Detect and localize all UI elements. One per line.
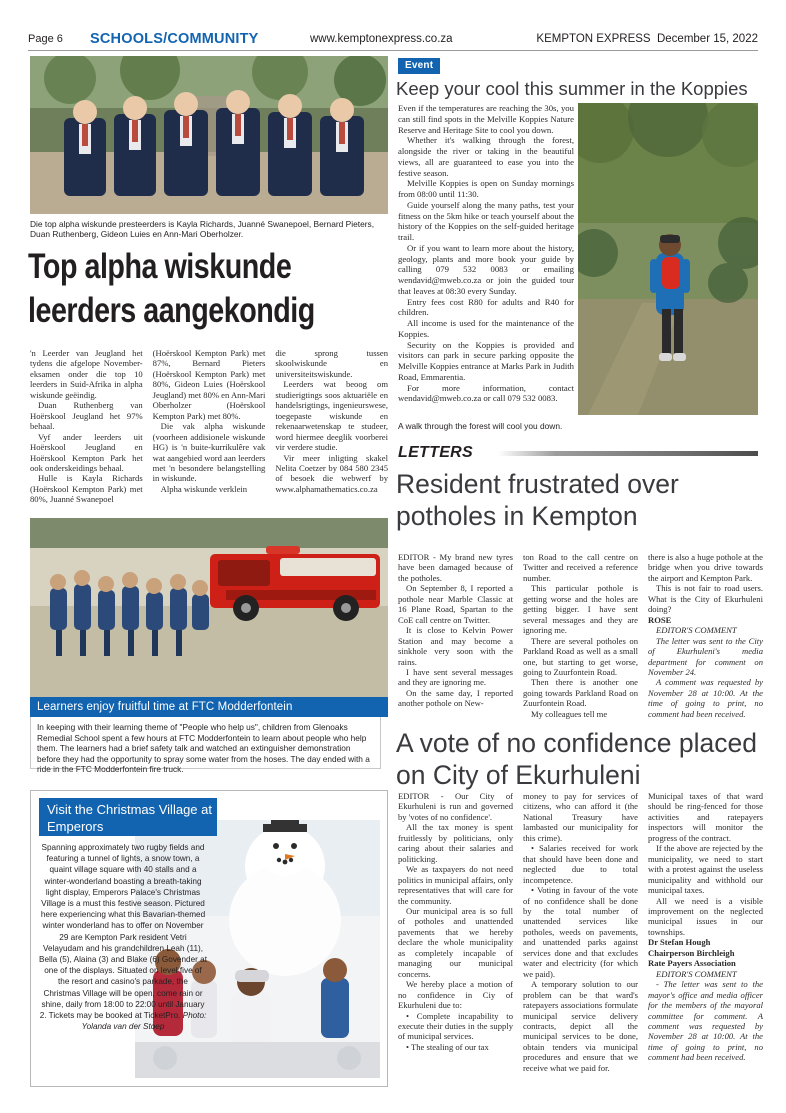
letters-label: LETTERS xyxy=(398,444,473,461)
column-1 xyxy=(398,552,513,719)
headline-alpha-maths: Top alpha wiskunde leerders aangekondig xyxy=(28,247,315,330)
paragraph: there is also a huge pothole at the bridge when you drive towards the airport and Kempton Park. xyxy=(648,552,763,583)
masthead xyxy=(28,26,758,52)
paragraph: On the same day, I reported another pothole on New- xyxy=(398,687,513,709)
editor-comment-title: EDITOR'S COMMENT xyxy=(656,625,737,636)
publication-date: December 15, 2022 xyxy=(656,33,758,45)
paragraph: Vir meer inligting skakel Nelita Coetzer by 084 580 2345 of besoek die webwerf by www.alphamathematics.co.za xyxy=(275,452,389,494)
paragraph: • Voting in favour of the vote of no confidence shall be done by the total number of unattended services like potholes, weeds on pavements, and unattended parks against services done and that excludes water and electricity (for which we paid). xyxy=(523,885,638,979)
paragraph: A temporary solution to our problem can be that ward's ratepayers associations formulate municipal service delivery contracts, depict all the municipal services to be done, obtain tenders via municipal procedures and ensure that we receive what we paid for. xyxy=(523,979,638,1073)
editor-comment-paragraph: A comment was requested by November 28 at 10:00. At the time of going to print, no comment had been received. xyxy=(648,677,763,719)
body-event xyxy=(398,103,574,404)
paragraph: ton Road to the call centre on Twitter and received a reference number. xyxy=(523,552,638,583)
paragraph: Leerders wat beoog om studierigtings soos aktuariële en handelsrigtings, ingenieurswese, toegepaste wiskunde en rekenaarwetenskap te studeer, word hiermee deeglik voorberei vir verdere studie. xyxy=(275,379,389,453)
photo-alpha-maths-achievers xyxy=(30,56,388,214)
column-2 xyxy=(153,348,266,505)
photo-caption-alpha-maths: Die top alpha wiskunde presteerders is Kayla Richards, Juanné Swanepoel, Bernard Pieters, Duan Ruthenberg, Gideon Luies en Ann-Mari Oberholzer. xyxy=(30,219,375,240)
paragraph: We as taxpayers do not need politics in municipal affairs, only representatives that will care for the community. xyxy=(398,864,513,906)
paragraph: There are several potholes on Parkland Road as well as a small one, but starting to get worse, going to Zuurfontein Road. xyxy=(523,635,638,677)
editor-comment-title: EDITOR'S COMMENT xyxy=(656,968,737,979)
paragraph: die sprong tussen skoolwiskunde en universiteitswiskunde. xyxy=(275,348,389,379)
letter-signature-line: Rate Payers Association xyxy=(648,958,736,969)
column-3 xyxy=(648,552,763,719)
masthead-right xyxy=(536,33,758,45)
caption-body-ftc: In keeping with their learning theme of "People who help us", children from Glenoaks Remedial School spent a few hours at FTC Modderfontein to learn about people who help them. The learners had a brief safety talk and watched an extinguisher demonstration before they had the opportunity to spray some water from the hoses. The day ended with a ride in the FTC Modderfontein fire truck. xyxy=(30,717,381,769)
christmas-village-text xyxy=(39,842,207,1032)
letter-signature: ROSE xyxy=(648,614,672,625)
section-title: SCHOOLS/COMMUNITY xyxy=(90,31,259,47)
body-alpha-maths xyxy=(30,348,388,505)
photo-ftc-artwork xyxy=(30,518,388,698)
paragraph: Even if the temperatures are reaching the 30s, you can still find spots in the Melville Koppies Nature Reserve and Heritage Site to cool you down. xyxy=(398,103,574,135)
column-2 xyxy=(523,552,638,719)
paragraph: Die vak alpha wiskunde (voorheen addisionele wiskunde HG) is 'n buite-kurrikulêre vak wat aangebied word aan leerders met 'n besondere belangstelling in wiskunde. xyxy=(152,421,266,484)
paragraph: All income is used for the maintenance of the Koppies. xyxy=(398,318,574,339)
editor-comment-paragraph: The letter was sent to the City of Ekurhuleni's media department for comment on November 24. xyxy=(648,635,763,677)
column-3 xyxy=(275,348,388,505)
column-3 xyxy=(648,791,763,1073)
paragraph: This particular pothole is getting worse and the holes are getting bigger. I have sent several messages and they are ignoring me. xyxy=(523,583,638,636)
paragraph: Our municipal area is so full of potholes and unattended pavements that we hereby declare the whole municipality as completely incapable of managing our municipal concerns. xyxy=(398,905,513,979)
letters-rule xyxy=(498,451,758,456)
paragraph: If the above are rejected by the municipality, we need to start with a protest against the useless municipality and withhold our municipal taxes. xyxy=(648,843,763,896)
paragraph: Melville Koppies is open on Sunday mornings from 08:00 until 11:30. xyxy=(398,178,574,199)
column-1 xyxy=(398,791,513,1073)
paragraph: Then there is another one going towards Parkland Road on Zuurfontein Road. xyxy=(523,677,638,709)
paragraph: It is close to Kelvin Power Station and may become a sinkhole very soon with the rains. xyxy=(398,625,513,667)
editor-comment-paragraph: - The letter was sent to the mayor's office and media officer for the members of the mayoral committee for comment. A comment was requested by November 28 at 10:00. At the time of going to print, no comment had been received. xyxy=(648,979,763,1063)
website-url: www.kemptonexpress.co.za xyxy=(310,33,453,45)
photo-koppies-hiker xyxy=(578,103,758,415)
paragraph: Or if you want to learn more about the history, geology, plants and more book your guide by calling 079 532 0083 or emailing wendavid@mweb.co.za or join the guided tour that leaves at 08:30 every Sunday. xyxy=(398,242,574,296)
paragraph: Whether it's walking through the forest, alongside the river or taking in the beautiful views, all are guaranteed to ease you into the festive season. xyxy=(398,135,574,178)
page-number: Page 6 xyxy=(28,33,63,45)
paragraph: We hereby place a motion of no confidence in Ciy of Ekurhuleni due to: xyxy=(398,979,513,1011)
paragraph: On September 8, I reported a pothole near Marble Classic at 16 Plane Road, Spartan to the CoE call centre on Twitter. xyxy=(398,583,513,625)
paragraph: I have sent several messages and they are ignoring me. xyxy=(398,666,513,688)
letter-signature-line: Chairperson Birchleigh xyxy=(648,947,735,958)
tag-event: Event xyxy=(398,58,440,74)
letter-signature-line: Dr Stefan Hough xyxy=(648,937,711,948)
caption-bar-ftc: Learners enjoy fruitful time at FTC Modderfontein xyxy=(30,697,388,717)
letters-banner xyxy=(398,444,758,462)
body-letter-no-confidence xyxy=(398,791,764,1073)
masthead-divider xyxy=(28,50,758,51)
column-1 xyxy=(30,348,143,505)
headline-letter-potholes: Resident frustrated over potholes in Kempton xyxy=(396,469,679,531)
paragraph: Guide yourself along the many paths, test your fitness on the 5km hike or teach yourself about the history of the Koppies on the self-guided heritage trail. xyxy=(398,199,574,242)
paragraph: • The stealing of our tax xyxy=(406,1041,489,1052)
paragraph: Entry fees cost R80 for adults and R40 for children. xyxy=(398,296,574,318)
headline-event: Keep your cool this summer in the Koppies xyxy=(396,78,748,99)
paragraph: My colleagues tell me xyxy=(531,708,608,719)
paragraph: All the tax money is spent fruitlessly by politicians, only caring about their salaries and politicking. xyxy=(398,822,513,864)
paragraph: • Complete incapability to execute their duties in the supply of municipal services. xyxy=(398,1010,513,1042)
paragraph: 'n Leerder van Jeugland het tydens die afgelope November-eksamen onder die top 10 leerders in Suid-Afrika in alpha wiskunde geëindig. xyxy=(30,348,143,400)
photo-caption-koppies: A walk through the forest will cool you down. xyxy=(398,421,563,431)
photo-koppies-artwork xyxy=(578,103,758,415)
paragraph: For more information, contact wendavid@mweb.co.za or call 079 532 0083. xyxy=(398,382,574,404)
column-2 xyxy=(523,791,638,1073)
paragraph: All we need is a visible improvement on the neglected municipal issues in our townships. xyxy=(648,895,763,937)
paragraph: Vyf ander leerders uit Hoërskool Jeugland en Hoërskool Kempton Park het ook onderskeidings behaal. xyxy=(30,431,143,473)
paragraph: money to pay for services of citizens, who can afford it (the National Treasury have lambasted our municipality for this crime). xyxy=(523,791,638,843)
publication-name: KEMPTON EXPRESS xyxy=(536,33,651,45)
paragraph: Security on the Koppies is provided and visitors can park in secure parking opposite the Melville Koppies entrance at Marks Park in Judith Road, Emmarentia. xyxy=(398,339,574,382)
christmas-village-body: Spanning approximately two rugby fields and featuring a tunnel of lights, a snow town, a quaint village square with 40 stalls and a winter-wonderland boasting a breath-taking light display, Emperors Palace's Christmas Village is a must this festive season. Pictured here experiencing what this Bavarian-themed winter wonderland has to offer on November 29 are Kempton Park resident Vetri Velayudam and his grandchildren Leah (11), Bella (5), Alaina (3) and Blake (6) Govender at one of the displays. Situated on level five of the resort and casino's parkade, the Christmas Village will be open, come rain or shine, daily from 18:00 to 22:00 until January 2. Tickets may be booked at TicketPro. xyxy=(39,843,207,1021)
paragraph: EDITOR - Our City of Ekurhuleni is run and governed by 'votes of no confidence'. xyxy=(398,791,513,822)
paragraph: (Hoërskool Kempton Park) met 87%, Bernard Pieters (Hoërskool Kempton Park) met 80%, Gideon Luies (Hoërskool Jeugland) met 80% en Ann-Mari Oberholzer (Hoërskool Kempton Park) met 80%. xyxy=(152,348,266,421)
paragraph: Alpha wiskunde verklein xyxy=(160,483,248,494)
paragraph: • Salaries received for work that should have been done and neglected due to total incompetence. xyxy=(523,843,638,885)
paragraph: Municipal taxes of that ward should be ring-fenced for those activities and ratepayers inspectors will monitor the progress of the contract. xyxy=(648,791,763,843)
photo-alpha-artwork xyxy=(30,56,388,214)
paragraph: Duan Ruthenberg van Hoërskool Jeugland het 97% behaal. xyxy=(30,400,143,432)
paragraph: This is not fair to road users. What is the City of Ekurhuleni doing? xyxy=(648,583,763,615)
paragraph: Hulle is Kayla Richards (Hoërskool Kempton Park) met 80%, Juanné Swanepoel xyxy=(30,473,143,505)
paragraph: EDITOR - My brand new tyres have been damaged because of the potholes. xyxy=(398,552,513,583)
headline-letter-no-confidence: A vote of no confidence placed on City of Ekurhuleni xyxy=(396,728,757,790)
body-letter-potholes xyxy=(398,552,764,719)
christmas-village-title: Visit the Christmas Village at Emperors xyxy=(39,798,217,836)
christmas-village-credit: Photo: Yolanda van der Stoep xyxy=(81,1011,207,1032)
photo-ftc-modderfontein xyxy=(30,518,388,698)
